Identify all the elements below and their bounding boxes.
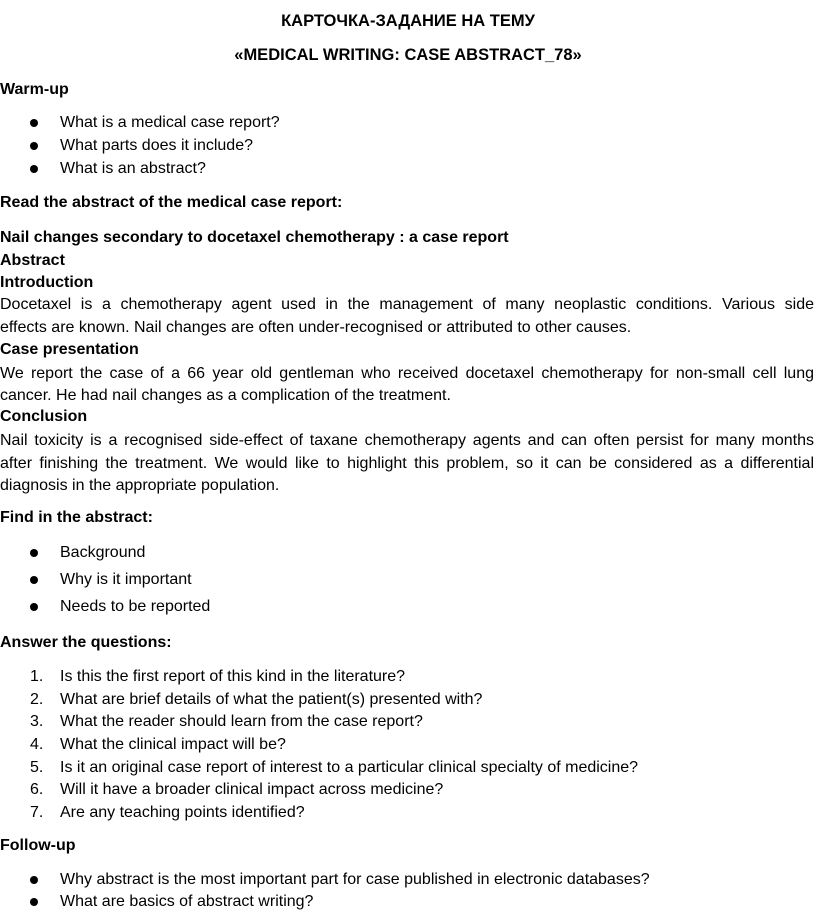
bullet-icon bbox=[30, 876, 38, 884]
case-line-2: cancer. He had nail changes as a complication of the treatment. bbox=[0, 387, 451, 404]
find-item-text: Needs to be reported bbox=[60, 598, 211, 615]
bullet-icon bbox=[30, 603, 38, 611]
question-item bbox=[30, 691, 482, 709]
bullet-icon bbox=[30, 898, 38, 906]
abstract-heading: Abstract bbox=[0, 252, 65, 269]
find-item-text: Why is it important bbox=[60, 571, 192, 588]
intro-heading: Introduction bbox=[0, 274, 94, 291]
article-title: Nail changes secondary to docetaxel chemotherapy : a case report bbox=[0, 229, 509, 246]
read-heading: Read the abstract of the medical case report: bbox=[0, 194, 343, 211]
question-text: What are brief details of what the patient(s) presented with? bbox=[60, 691, 483, 708]
question-item bbox=[30, 668, 405, 686]
warmup-item-text: What parts does it include? bbox=[60, 137, 253, 154]
warmup-item bbox=[30, 160, 206, 178]
question-text: What the reader should learn from the case report? bbox=[60, 713, 423, 730]
question-text: What the clinical impact will be? bbox=[60, 736, 286, 753]
bullet-icon bbox=[30, 142, 38, 150]
question-number: 1. bbox=[30, 668, 44, 685]
question-number: 7. bbox=[30, 804, 44, 821]
followup-item-text: Why abstract is the most important part for case published in electronic databases? bbox=[60, 871, 650, 888]
question-item bbox=[30, 736, 286, 754]
question-item bbox=[30, 759, 638, 777]
question-number: 2. bbox=[30, 691, 44, 708]
intro-line-2: effects are known. Nail changes are often under-recognised or attributed to other causes. bbox=[0, 319, 632, 336]
question-number: 5. bbox=[30, 759, 44, 776]
bullet-icon bbox=[30, 576, 38, 584]
question-number: 4. bbox=[30, 736, 44, 753]
conclusion-line-1: Nail toxicity is a recognised side-effect of taxane chemotherapy agents and can often persist for many months bbox=[0, 432, 814, 449]
conclusion-line-3: diagnosis in the appropriate population. bbox=[0, 477, 280, 494]
intro-line-1: Docetaxel is a chemotherapy agent used in the management of many neoplastic conditions. Various side bbox=[0, 296, 814, 313]
question-item bbox=[30, 804, 305, 822]
find-heading: Find in the abstract: bbox=[0, 509, 153, 526]
followup-item bbox=[30, 871, 650, 889]
find-item bbox=[30, 571, 192, 589]
conclusion-heading: Conclusion bbox=[0, 408, 88, 425]
followup-item bbox=[30, 893, 313, 911]
answer-heading: Answer the questions: bbox=[0, 634, 172, 651]
question-text: Are any teaching points identified? bbox=[60, 804, 305, 821]
question-text: Is this the first report of this kind in the literature? bbox=[60, 668, 406, 685]
warmup-item bbox=[30, 137, 253, 155]
warmup-item-text: What is an abstract? bbox=[60, 160, 206, 177]
question-text: Will it have a broader clinical impact across medicine? bbox=[60, 781, 444, 798]
case-heading: Case presentation bbox=[0, 341, 139, 358]
case-line-1: We report the case of a 66 year old gentleman who received docetaxel chemotherapy for non-small cell lung bbox=[0, 365, 814, 382]
title-line-1: КАРТОЧКА-ЗАДАНИЕ НА ТЕМУ bbox=[281, 12, 535, 30]
title-line-2: «MEDICAL WRITING: CASE ABSTRACT_78» bbox=[234, 46, 582, 64]
find-item bbox=[30, 544, 145, 562]
question-item bbox=[30, 713, 423, 731]
bullet-icon bbox=[30, 549, 38, 557]
question-number: 6. bbox=[30, 781, 44, 798]
find-item bbox=[30, 598, 210, 616]
question-text: Is it an original case report of interest to a particular clinical specialty of medicine? bbox=[60, 759, 639, 776]
warmup-heading: Warm-up bbox=[0, 81, 69, 98]
question-number: 3. bbox=[30, 713, 44, 730]
find-item-text: Background bbox=[60, 544, 146, 561]
question-item bbox=[30, 781, 443, 799]
warmup-item-text: What is a medical case report? bbox=[60, 114, 280, 131]
conclusion-line-2: after finishing the treatment. We would like to highlight this problem, so it can be considered as a differential bbox=[0, 455, 814, 472]
followup-heading: Follow-up bbox=[0, 837, 76, 854]
followup-item-text: What are basics of abstract writing? bbox=[60, 893, 314, 910]
warmup-item bbox=[30, 114, 280, 132]
bullet-icon bbox=[30, 119, 38, 127]
bullet-icon bbox=[30, 165, 38, 173]
